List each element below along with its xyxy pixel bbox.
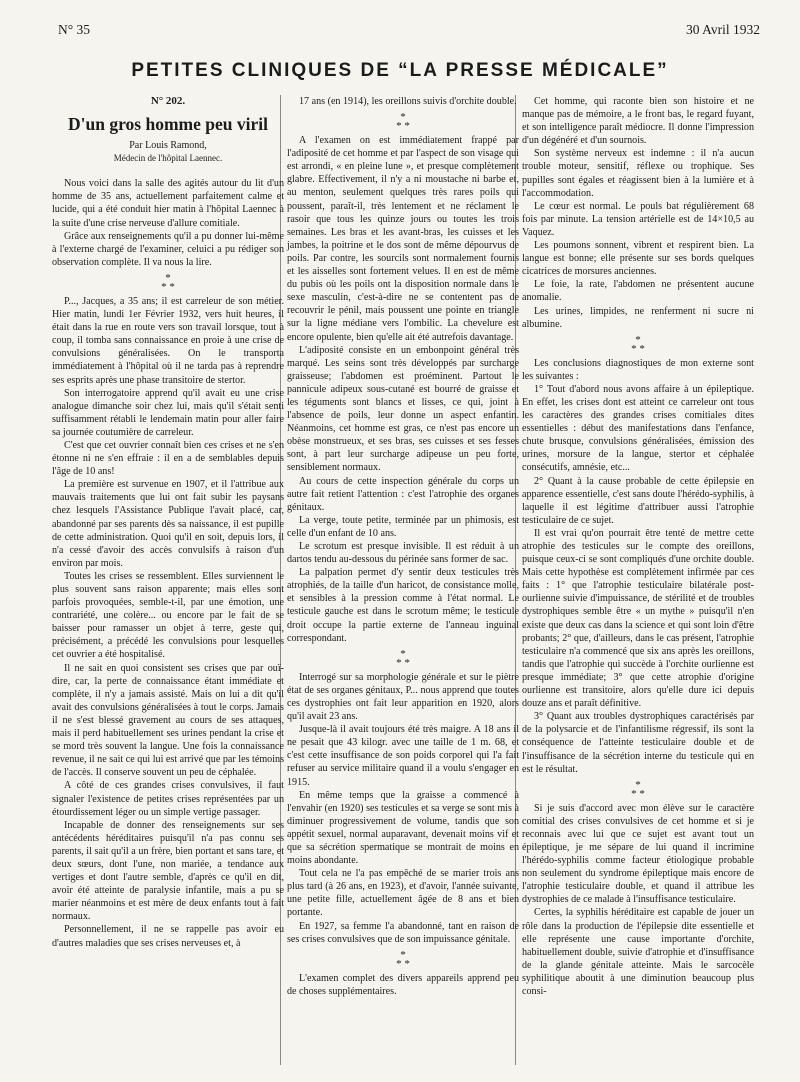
paragraph: Il ne sait en quoi consistent ses crises que par ouï-dire, car, la perte de connaissance étant immédiate et complète, il n'y a jamais assisté. Mais on lui a dit qu'il avait des convulsions généralisées à tout le corps. Jamais il ne s'est blessé gravement au cours de ses attaques, mais il perd habituellement ses urines pendant la crise et se mord très souvent la langue. Une fois la connaissance revenue, il ne sait ce qui lui est arrivé que par les témoins de l'accès. Il conserve souvent un peu de céphalée. bbox=[52, 662, 284, 779]
paragraph: Au cours de cette inspection générale du corps un autre fait retient l'attention : c'est l'atrophie des organes génitaux. bbox=[287, 475, 519, 513]
paragraph: Cet homme, qui raconte bien son histoire et ne manque pas de mémoire, a le front bas, le regard fuyant, et son intelligence paraît médiocre. Il donne l'impression d'un dégénéré et d'un sournois. bbox=[522, 96, 754, 147]
section-separator: * * * bbox=[396, 111, 410, 133]
paragraph: A côté de ces grandes crises convulsives, il faut signaler l'existence de petites crises représentées par un étourdissement léger ou un simple vertige passager. bbox=[52, 780, 284, 818]
paragraph: Son système nerveux est indemne : il n'a aucun trouble moteur, sensitif, réflexe ou trophique. Ses pupilles sont égales et réagissent bien à la lumière et à l'accommodation. bbox=[522, 148, 754, 199]
paragraph: Si je suis d'accord avec mon élève sur le caractère comitial des crises convulsives de cet homme et si je reconnais avec lui que ce sujet est avant tout un épileptique, je me sépare de lui quand il incrimine l'hérédo-syphilis comme facteur étiologique probable non seulement du syndrome épileptique mais encore de l'atrophie testiculaire double, et quand il attribue les dystrophies de ce malade à l'insuffisance testiculaire. bbox=[522, 802, 754, 906]
paragraph: 17 ans (en 1914), les oreillons suivis d'orchite double. bbox=[299, 96, 517, 107]
paragraph: Le foie, la rate, l'abdomen ne présentent aucune anomalie. bbox=[522, 279, 754, 304]
section-separator: * * * bbox=[631, 333, 645, 355]
paragraph: L'adiposité consiste en un embonpoint général très marqué. Les seins sont très développés par surcharge graisseuse; l'abdomen est proéminent. Partout le pannicule adipeux sous-cutané est bourré de graisse et les téguments sont blancs et lisses, ce qui, joint à l'absence de poils, leur donne un aspect enfantin. Néanmoins, cet homme est gras, ce n'est pas encore un obèse monstrueux, et ses bras, ses cuisses et ses fesses sont, à part leur surcharge adipeuse un peu forte, sensiblement normaux. bbox=[287, 344, 519, 474]
column-1-body bbox=[52, 177, 284, 949]
column-2-body bbox=[287, 95, 519, 998]
section-separator: * * * bbox=[396, 948, 410, 970]
journal-title: PETITES CLINIQUES DE “LA PRESSE MÉDICALE” bbox=[131, 60, 669, 81]
paragraph: 1° Tout d'abord nous avons affaire à un épileptique. En effet, les crises dont est atteint ce carreleur ont tous les caractères des grandes crises comitiales dites essentielles : début des manifestations dans l'enfance, chute brusque, convulsions généralisées, émission des urines, morsure de la langue, stertor et céphalée consécutifs, amnésie, etc... bbox=[522, 383, 754, 474]
paragraph: Les conclusions diagnostiques de mon externe sont les suivantes : bbox=[522, 357, 754, 382]
paragraph: En 1927, sa femme l'a abandonné, tant en raison de ses crises convulsives que de son impuissance génitale. bbox=[287, 920, 519, 945]
paragraph: 2° Quant à la cause probable de cette épilepsie en apparence essentielle, c'est sans doute l'hérédo-syphilis, à laquelle il est légitime d'attribuer aussi l'atrophie testiculaire de ce sujet. bbox=[522, 475, 754, 526]
paragraph: La palpation permet d'y sentir deux testicules très atrophiés, de la taille d'un haricot, de consistance molle, et sensibles à la pression comme à l'état normal. Le testicule gauche est dans le scrotum même; le testicule droit occupe la partie externe de l'anneau inguinal correspondant. bbox=[287, 567, 519, 644]
paragraph: Incapable de donner des renseignements sur ses antécédents héréditaires puisqu'il n'a pas connu ses parents, il sait qu'il a un frère, bien portant et sans tare, et deux sœurs, dont l'une, non mariée, a tendance aux vertiges et dont l'autre semble, d'après ce qu'il en dit, avoir été atteinte de paralysie infantile, mais a pu se marier néanmoins et est mère de deux enfants tout à fait normaux. bbox=[52, 819, 284, 923]
section-separator: * * * bbox=[161, 271, 175, 293]
issue-date: 30 Avril 1932 bbox=[686, 22, 760, 37]
article-byline: Par Louis Ramond, bbox=[129, 140, 207, 152]
paragraph: Son interrogatoire apprend qu'il avait eu une crise analogue dimanche soir chez lui, mais qu'il s'était senti suffisamment rétabli le lendemain matin pour aller faire sa journée coutumière de carreleur. bbox=[52, 387, 284, 438]
paragraph: Tout cela ne l'a pas empêché de se marier trois ans plus tard (à 26 ans, en 1923), et d'avoir, l'année suivante, une petite fille, actuellement âgée de 8 ans et bien portante. bbox=[287, 868, 519, 919]
paragraph: L'examen complet des divers appareils apprend peu de choses supplémentaires. bbox=[287, 972, 519, 997]
article-title: D'un gros homme peu viril bbox=[68, 114, 268, 135]
paragraph: Les poumons sonnent, vibrent et respirent bien. La langue est bonne; elle présente sur ses bords quelques cicatrices de morsures anciennes. bbox=[522, 240, 754, 278]
paragraph: Le scrotum est presque invisible. Il est réduit à un dartos tendu au-dessous du périnée sans former de sac. bbox=[287, 541, 519, 566]
paragraph: Grâce aux renseignements qu'il a pu donner lui-même à l'externe chargé de l'examiner, celuici a pu rédiger son observation complète. Il va nous la lire. bbox=[52, 230, 284, 268]
issue-number: N° 35 bbox=[58, 22, 91, 37]
paragraph: Il est vrai qu'on pourrait être tenté de mettre cette atrophie des testicules sur le compte des oreillons, puisque ceux-ci se sont compliqués d'une orchite double. Mais cette hypothèse est complètement infirmée par ces faits : 1° que l'atrophie testiculaire bilatérale post-ourlienne suivie d'impuissance, de stérilité et de troubles dystrophiques semble être « un mythe » puisqu'il n'en existe que deux cas dans la science et qui sont loin d'être probants; 2° que, d'ailleurs, dans le cas présent, l'atrophie testiculaire n'a commencé que six ans après les oreillons, tandis que l'atrophie qui succède à l'orchite ourlienne est presque immédiate; 3° que cette atrophie d'origine ourlienne est transitoire, alors qu'elle dure ici depuis douze ans et paraît définitive. bbox=[522, 527, 754, 710]
paragraph: La première est survenue en 1907, et il l'attribue aux mauvais traitements que lui ont fait subir les paysans chez lesquels l'Assistance Publique l'avait placé, car, abandonné par ses parents dès sa naissance, il est pupille de cette administration. Quoi qu'il en soit, depuis lors, il n'a cessé d'avoir des accès convulsifs à raison d'un environ par mois. bbox=[52, 479, 284, 569]
paragraph: Les urines, limpides, ne renferment ni sucre ni albumine. bbox=[522, 305, 754, 330]
author-affiliation: Médecin de l'hôpital Laennec. bbox=[113, 153, 223, 164]
text-column-2 bbox=[287, 95, 519, 998]
paragraph: C'est que cet ouvrier connaît bien ces crises et ne s'en étonne ni ne s'en effraie : il en a de semblables depuis l'âge de 10 ans! bbox=[52, 439, 284, 478]
article-number: N° 202. bbox=[150, 95, 186, 107]
paragraph: 3° Quant aux troubles dystrophiques caractérisés par de la polysarcie et de l'infantilisme régressif, ils sont la conséquence de l'atteinte testiculaire double et de l'insuffisance de la sécrétion interne du testicule qui en est le résultat. bbox=[522, 711, 754, 775]
paragraph: La verge, toute petite, terminée par un phimosis, est celle d'un enfant de 10 ans. bbox=[287, 514, 519, 539]
text-column-3 bbox=[522, 95, 754, 998]
paragraph: Le cœur est normal. Le pouls bat régulièrement 68 fois par minute. La tension artérielle est de 14×10,5 au Vaquez. bbox=[522, 200, 754, 238]
paragraph: A l'examen on est immédiatement frappé par l'adiposité de cet homme et par l'aspect de son visage qui est arrondi, « en pleine lune », et presque complètement glabre. Effectivement, il n'y a ni moustache ni barbe et, au menton, seulement quelques très rares poils qui poussent, paraît-il, très lentement et ne réclament le rasoir que tous les quinze jours ou toutes les trois semaines. Les bras et les avant-bras, les cuisses et les jambes, la poitrine et le dos sont de même dépourvus de poils. Par contre, les sourcils sont normalement fournis et les aisselles sont fortement velues. Il en est de même du pubis où les poils ont la disposition normale dans le sexe masculin, c'est-à-dire ne se contentent pas de recouvrir le pénil, mais poussent une pointe en triangle sur la ligne médiane vers l'ombilic. La chevelure est encore opulente, bien qu'elle ait été autrefois davantage. bbox=[287, 135, 519, 343]
section-separator: * * * bbox=[396, 647, 410, 669]
section-separator: * * * bbox=[631, 778, 645, 800]
paragraph: Toutes les crises se ressemblent. Elles surviennent le plus souvent sans raison apparente; mais elles sont parfois provoquées, semble-t-il, par une émotion, une contrariété, une colère... ou encore par le fait de se baisser pour ramasser un objet à terre, geste qui, précisément, a précédé les convulsions pour lesquelles cet ouvrier a été hospitalisé. bbox=[52, 570, 284, 661]
text-column-1 bbox=[52, 95, 284, 950]
paragraph: En même temps que la graisse a commencé à l'envahir (en 1920) ses testicules et sa verge se sont mis à diminuer progressivement de volume, tandis que son appétit sexuel, normal auparavant, devenait moins vif et que sa sécrétion spermatique se montrait de moins en moins abondante. bbox=[287, 789, 519, 867]
paragraph: P..., Jacques, a 35 ans; il est carreleur de son métier. Hier matin, lundi 1er Février 1932, vers huit heures, il était dans la rue en route vers son travail lorsque, tout à coup, il tomba sans connaissance en proie à une crise de convulsions généralisées. On le transporta immédiatement à l'hôpital où il ne tarda pas à reprendre ses esprits après une phase transitoire de stertor. bbox=[52, 295, 284, 386]
paragraph: Jusque-là il avait toujours été très maigre. A 18 ans il ne pesait que 43 kilogr. avec une taille de 1 m. 68, et c'est cette insuffisance de son poids corporel qui l'a fait refuser au service militaire quand il a voulu s'engager en 1915. bbox=[287, 724, 519, 788]
paragraph: Interrogé sur sa morphologie générale et sur le piètre état de ses organes génitaux, P... nous apprend que toutes ces dystrophies ont fait leur apparition en 1920, alors qu'il avait 23 ans. bbox=[287, 671, 519, 723]
column-3-body bbox=[522, 95, 754, 998]
paragraph: Personnellement, il ne se rappelle pas avoir eu d'autres maladies que ses crises nerveuses et, à bbox=[52, 924, 284, 949]
paragraph: Nous voici dans la salle des agités autour du lit d'un homme de 35 ans, actuellement parfaitement calme et lucide, qui a été conduit hier matin à l'hôpital Laennec à la suite d'une crise nerveuse d'allure comitiale. bbox=[52, 178, 284, 229]
paragraph: Certes, la syphilis héréditaire est capable de jouer un rôle dans la production de l'épilepsie dite essentielle et elle représente une cause importante d'orchite, habituellement double, suivie d'atrophie et d'insuffisance de la glande génitale atteinte. Mais le sarcocèle syphilitique aboutit à une diminution beaucoup plus consi- bbox=[522, 907, 754, 997]
